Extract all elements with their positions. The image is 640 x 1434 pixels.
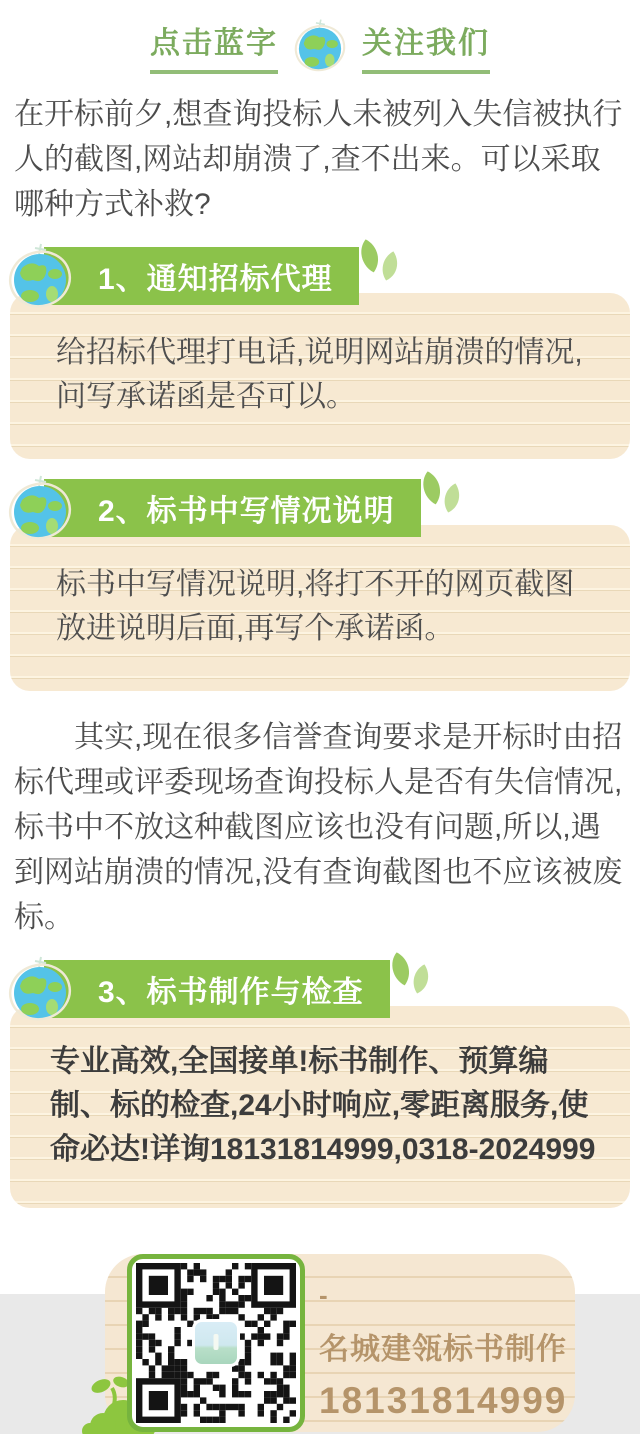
globe-icon	[8, 474, 72, 542]
globe-icon	[294, 18, 346, 73]
qr-frame	[127, 1254, 305, 1432]
contact-info	[319, 1282, 567, 1422]
leaves-icon-slot	[355, 237, 403, 291]
follow-us-label[interactable]: 关注我们	[362, 18, 490, 74]
click-blue-text-label[interactable]: 点击蓝字	[150, 18, 278, 74]
two-leaf-sprout-icon	[417, 469, 465, 523]
section-bid-service	[10, 960, 630, 1208]
globe-icon	[8, 242, 72, 310]
two-leaf-sprout-icon	[355, 237, 403, 291]
globe-icon-slot	[8, 474, 72, 542]
section-3-body: 专业高效,全国接单!标书制作、预算编制、标的检查,24小时响应,零距离服务,使命必达!详询18131814999,0318-2024999	[10, 1006, 630, 1208]
section-notify-agent	[10, 247, 630, 459]
contact-card	[105, 1254, 575, 1432]
intro-paragraph: 在开标前夕,想查询投标人未被列入失信被执行人的截图,网站却崩溃了,查不出来。可以采取哪种方式补救?	[14, 98, 623, 221]
section-2-title: 2、标书中写情况说明	[98, 495, 395, 528]
section-3-title: 3、标书制作与检查	[98, 976, 364, 1009]
follow-header	[0, 0, 640, 74]
section-1-body: 给招标代理打电话,说明网站崩溃的情况,问写承诺函是否可以。	[10, 293, 630, 459]
section-write-statement	[10, 479, 630, 691]
brand-name: 名城建瓴标书制作	[319, 1333, 567, 1366]
leaves-icon-slot	[417, 469, 465, 523]
leaves-icon-slot	[386, 950, 434, 1004]
section-2-body: 标书中写情况说明,将打不开的网页截图放进说明后面,再写个承诺函。	[10, 525, 630, 691]
commentary-paragraph: 其实,现在很多信誉查询要求是开标时由招标代理或评委现场查询投标人是否有失信情况,标书中不放这种截图应该也没有问题,所以,遇到网站崩溃的情况,没有查询截图也不应该被废标。	[14, 721, 623, 934]
globe-icon-slot	[8, 955, 72, 1023]
section-2-banner	[44, 479, 421, 537]
globe-icon-slot	[294, 18, 346, 74]
globe-icon-slot	[8, 242, 72, 310]
phone-number: 18131814999	[319, 1380, 568, 1421]
two-leaf-sprout-icon	[386, 950, 434, 1004]
section-3-banner	[44, 960, 390, 1018]
globe-icon	[8, 955, 72, 1023]
dash-decoration: -	[319, 1280, 328, 1310]
section-1-title: 1、通知招标代理	[98, 263, 333, 296]
qr-center-logo	[192, 1319, 240, 1367]
section-1-banner	[44, 247, 359, 305]
